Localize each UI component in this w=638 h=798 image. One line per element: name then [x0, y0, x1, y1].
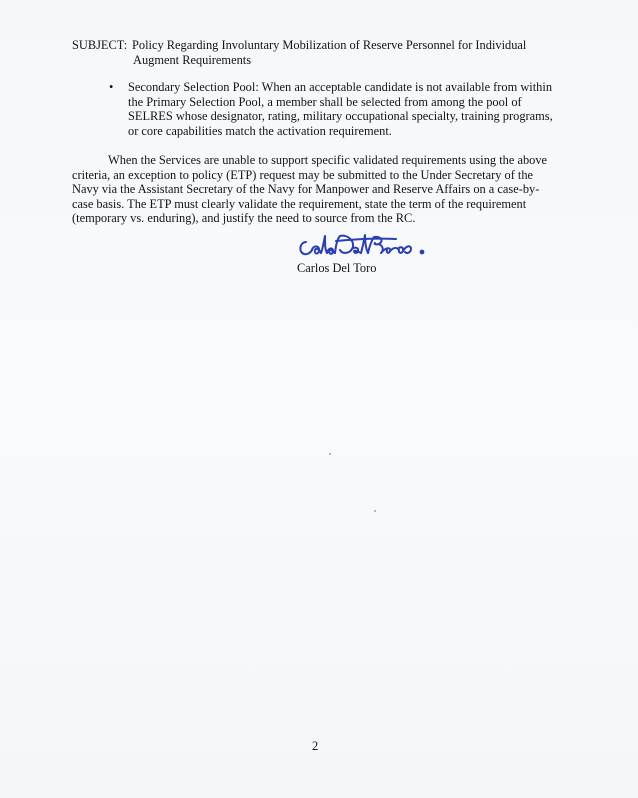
bullet-line: or core capabilities match the activation requirement. [128, 123, 392, 138]
etp-paragraph [72, 153, 572, 226]
subject-title-line-1: Policy Regarding Involuntary Mobilization of Reserve Personnel for Individual [132, 38, 527, 52]
bullet-line: the Primary Selection Pool, a member shall be selected from among the pool of [128, 94, 522, 109]
paragraph-line: criteria, an exception to policy (ETP) request may be submitted to the Under Secretary of the [72, 167, 534, 182]
subject-line-1 [72, 38, 572, 53]
signature-stroke [379, 244, 390, 253]
signature-stroke [312, 246, 321, 253]
scan-speck [374, 510, 376, 512]
bullet-line: SELRES whose designator, rating, military occupational specialty, training programs, [128, 109, 553, 124]
subject-title-line-2: Augment Requirements [133, 52, 252, 67]
signature-stroke [390, 247, 403, 253]
bullet-text [128, 80, 569, 138]
paragraph-line: case basis. The ETP must clearly validate the requirement, state the term of the requirement [72, 196, 527, 211]
signature-stroke [352, 248, 361, 253]
bullet-symbol: • [109, 80, 114, 94]
paragraph-line: When the Services are unable to support specific validated requirements using the above [108, 153, 548, 167]
signature-stroke [321, 236, 327, 253]
bullet-item-secondary-selection-pool [109, 80, 569, 138]
subject-header [72, 38, 572, 67]
subject-label: SUBJECT: [72, 38, 128, 52]
paragraph-line: (temporary vs. enduring), and justify the need to source from the RC. [72, 211, 416, 226]
signature-stroke [403, 246, 411, 253]
bullet-line: Secondary Selection Pool: When an acceptable candidate is not available from within [128, 80, 553, 94]
handwritten-signature [296, 228, 436, 262]
scan-speck [329, 453, 331, 455]
signer-name: Carlos Del Toro [297, 261, 377, 275]
page-number: 2 [312, 739, 319, 753]
signature-stroke [300, 242, 312, 254]
signature-stroke [335, 236, 353, 253]
signature-period [421, 251, 424, 254]
paragraph-line: Navy via the Assistant Secretary of the Navy for Manpower and Reserve Affairs on a case-by- [72, 182, 540, 197]
signature-stroke [361, 235, 368, 253]
signature-stroke [327, 248, 335, 253]
